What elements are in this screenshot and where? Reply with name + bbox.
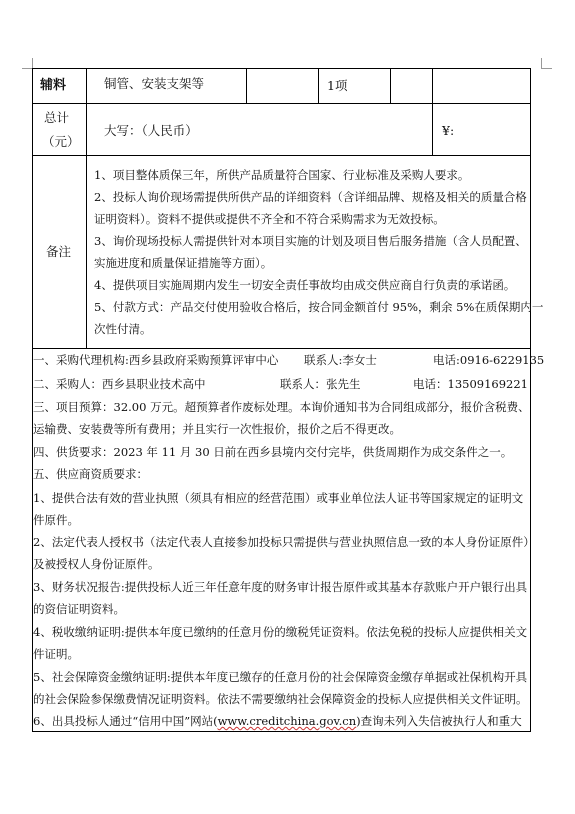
body-line: 1、提供合法有效的营业执照（须具有相应的经营范围）或事业单位法人证书等国家规定的证明文 [33, 491, 524, 505]
body-line: 运输费、安装费等所有费用；并且实行一次性报价，报价之后不得更改。 [33, 422, 401, 436]
body-line: 4、税收缴纳证明:提供本年度已缴纳的任意月份的缴税凭证资料。依法免税的投标人应提供相关文 [33, 625, 528, 639]
notes-line: 证明资料）。资料不提供或提供不齐全和不符合采购需求为无效投标。 [94, 212, 445, 226]
notes-line: 2、投标人询价现场需提供所供产品的详细资料（含详细品牌、规格及相关的质量合格 [94, 190, 527, 204]
agency-phone: 电话:0916-6229135 [433, 353, 545, 367]
total-label-line2: （元） [42, 134, 80, 149]
table-rule [390, 68, 391, 103]
body-line: 四、供货要求：2023 年 11 月 30 日前在西乡县境内交付完毕，供货周期作为成交条件之一。 [33, 445, 513, 459]
body-line: 及被授权人身份证原件。 [33, 557, 160, 571]
table-rule [32, 348, 531, 349]
body-line: 三、项目预算：32.00 万元。超预算者作废标处理。本询价通知书为合同组成部分，报价含税费、 [33, 400, 530, 414]
notes-line: 1、项目整体质保三年，所供产品质量符合国家、行业标准及采购人要求。 [94, 168, 470, 182]
purchaser-phone: 电话：13509169221 [413, 377, 528, 391]
table-rule [86, 68, 87, 348]
table-rule [432, 68, 433, 155]
body-line [33, 713, 522, 729]
aux-qty: 1项 [327, 78, 348, 93]
agency-info: 一、采购代理机构:西乡县政府采购预算评审中心 [33, 353, 279, 367]
body-line: 五、供应商资质要求： [33, 467, 148, 481]
purchaser-contact: 联系人：张先生 [280, 377, 361, 391]
notes-label: 备注 [46, 244, 72, 259]
table-rule [32, 155, 531, 156]
notes-line: 3、询价现场投标人需提供针对本项目实施的计划及项目售后服务措施（含人员配置、 [94, 234, 527, 248]
table-rule [246, 68, 247, 103]
total-label-line1: 总计 [44, 110, 70, 125]
notes-line: 实施进度和质量保证措施等方面）。 [94, 256, 273, 270]
body-line: 的资信证明资料。 [33, 602, 125, 616]
aux-label: 辅料 [40, 78, 67, 93]
page-corner-mark [541, 58, 552, 69]
purchaser-info: 二、采购人：西乡县职业技术高中 [33, 377, 206, 391]
body-line-text: 6、出具投标人通过“信用中国”网站( [33, 714, 218, 728]
aux-item: 铜管、安装支架等 [104, 76, 205, 91]
body-line: 5、社会保障资金缴纳证明:提供本年度已缴存的任意月份的社会保障资金缴存单据或社保机构开具 [33, 670, 528, 684]
body-line: 的社会保险参保缴费情况证明资料。依法不需要缴纳社会保障资金的投标人应提供相关文件证明。 [33, 692, 528, 706]
agency-contact: 联系人:李女士 [304, 353, 377, 367]
credit-china-link[interactable]: www.creditchina.gov.cn [217, 714, 357, 728]
notes-line: 4、提供项目实施周期内发生一切安全责任事故均由成交供应商自行负责的承诺函。 [94, 278, 516, 292]
body-line-text: )查询未列入失信被执行人和重大 [356, 714, 522, 728]
total-big-amount: 大写：（人民币） [104, 123, 198, 138]
body-line: 2、法定代表人授权书（法定代表人直接参加投标只需提供与营业执照信息一致的本人身份证原件） [33, 535, 535, 549]
body-line: 件证明。 [33, 647, 79, 661]
total-yen: ¥: [442, 123, 455, 138]
body-line: 件原件。 [33, 513, 79, 527]
table-rule [32, 103, 531, 104]
notes-line: 次性付清。 [94, 322, 152, 336]
body-line: 3、财务状况报告:提供投标人近三年任意年度的财务审计报告原件或其基本存款账户开户银行出具 [33, 580, 528, 594]
table-rule [318, 68, 319, 103]
notes-line: 5、付款方式：产品交付使用验收合格后，按合同金额首付 95%，剩余 5%在质保期内一 [94, 300, 544, 314]
